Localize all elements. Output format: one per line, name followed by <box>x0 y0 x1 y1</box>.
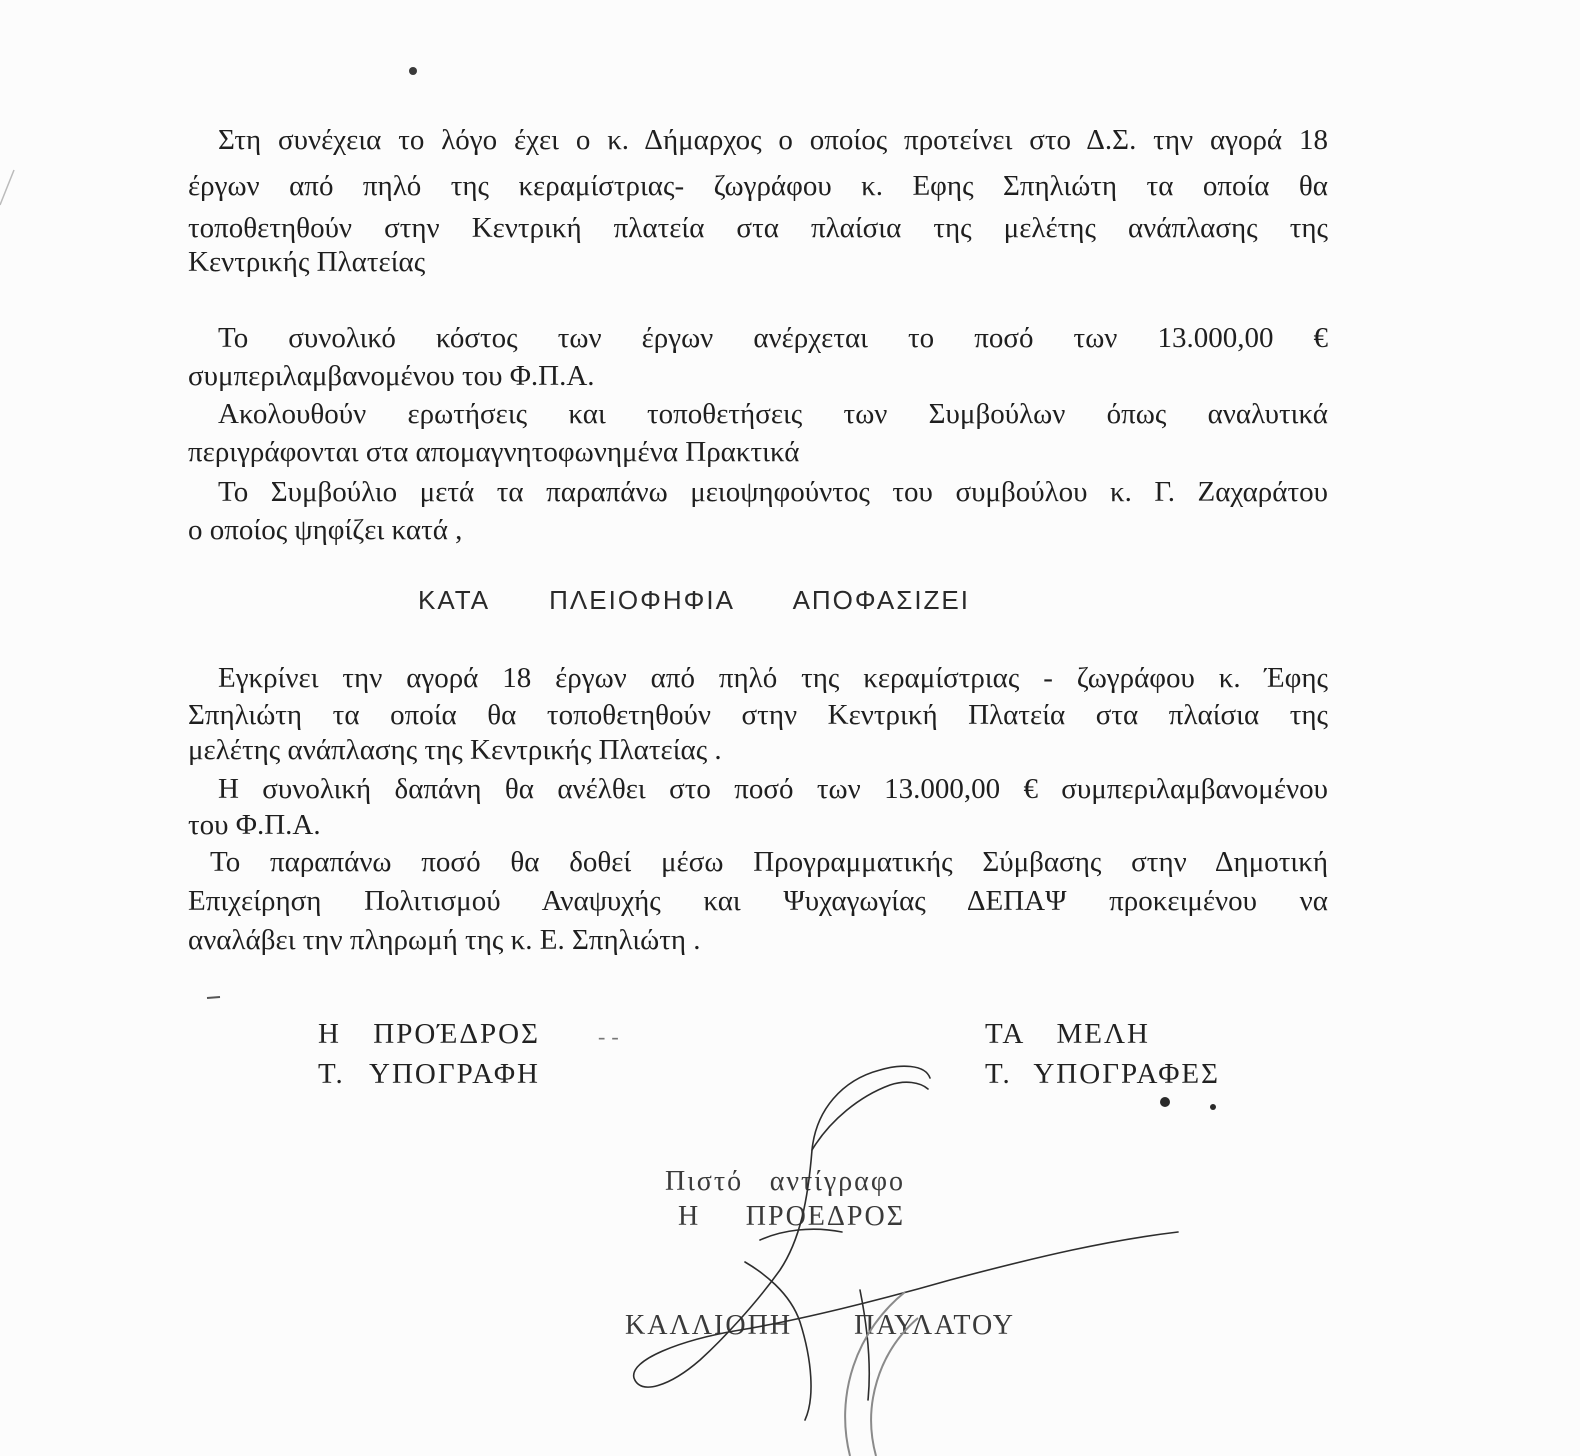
members-title: ΤΑ ΜΕΛΗ <box>985 1018 1150 1050</box>
text-line: Κεντρικής Πλατείας <box>188 246 426 278</box>
certified-copy-name: ΚΑΛΛΙΟΠΗ ΠΑΥΛΑΤΟΥ <box>625 1310 1015 1341</box>
president-title: Η ΠΡΟΈΔΡΟΣ <box>318 1018 540 1050</box>
handwritten-signature <box>634 1066 1178 1420</box>
text-line: τοποθετηθούν στην Κεντρική πλατεία στα πλαίσια της μελέτης ανάπλασης της <box>188 212 1328 244</box>
signature-stroke <box>812 1082 928 1150</box>
text-line: Το Συμβούλιο μετά τα παραπάνω μειοψηφούντος του συμβούλου κ. Γ. Ζαχαράτου <box>218 476 1328 508</box>
text-line: Επιχείρηση Πολιτισμού Αναψυχής και Ψυχαγωγίας ΔΕΠΑΨ προκειμένου να <box>188 885 1328 917</box>
text-line: ο οποίος ψηφίζει κατά , <box>188 514 463 546</box>
text-line: Ακολουθούν ερωτήσεις και τοποθετήσεις των Συμβούλων όπως αναλυτικά <box>218 398 1328 430</box>
text-line: Εγκρίνει την αγορά 18 έργων από πηλό της κεραμίστριας - ζωγράφου κ. Έφης <box>218 662 1328 694</box>
text-line: Σπηλιώτη τα οποία θα τοποθετηθούν στην Κεντρική Πλατεία στα πλαίσια της <box>188 699 1328 731</box>
text-line: αναλάβει την πληρωμή της κ. Ε. Σπηλιώτη . <box>188 924 701 956</box>
text-line: συμπεριλαμβανομένου του Φ.Π.Α. <box>188 360 595 392</box>
certified-copy-title: Η ΠΡΟΕΔΡΟΣ <box>678 1201 905 1232</box>
signature-stroke <box>860 1290 869 1400</box>
members-signature-note: Τ. ΥΠΟΓΡΑΦΕΣ <box>985 1058 1220 1090</box>
text-line: περιγράφονται στα απομαγνητοφωνημένα Πρακτικά <box>188 436 800 468</box>
decision-heading: ΚΑΤΑ ΠΛΕΙΟΦΗΦΙΑ ΑΠΟΦΑΣΙΖΕΙ <box>418 585 970 615</box>
text-line: μελέτης ανάπλασης της Κεντρικής Πλατείας . <box>188 734 722 766</box>
certified-copy-label: Πιστό αντίγραφο <box>665 1166 905 1197</box>
scan-speck <box>409 67 417 75</box>
text-line: Στη συνέχεια το λόγο έχει ο κ. Δήμαρχος ο οποίος προτείνει στο Δ.Σ. την αγορά 18 <box>218 124 1328 156</box>
text-line: Το συνολικό κόστος των έργων ανέρχεται το ποσό των 13.000,00 € <box>218 322 1328 354</box>
president-signature-note: Τ. ΥΠΟΓΡΑΦΗ <box>318 1058 540 1090</box>
scan-edge-mark <box>0 170 14 205</box>
text-line: Η συνολική δαπάνη θα ανέλθει στο ποσό των 13.000,00 € συμπεριλαμβανομένου <box>218 773 1328 805</box>
scan-speck <box>207 997 220 998</box>
scan-speck <box>1160 1097 1170 1107</box>
dash-mark: -- <box>598 1024 625 1049</box>
text-line: έργων από πηλό της κεραμίστριας- ζωγράφου κ. Εφης Σπηλιώτη τα οποία θα <box>188 170 1328 202</box>
text-line: Το παραπάνω ποσό θα δοθεί μέσω Προγραμματικής Σύμβασης στην Δημοτική <box>210 846 1328 878</box>
scan-speck <box>1210 1104 1216 1110</box>
text-line: του Φ.Π.Α. <box>188 809 321 841</box>
